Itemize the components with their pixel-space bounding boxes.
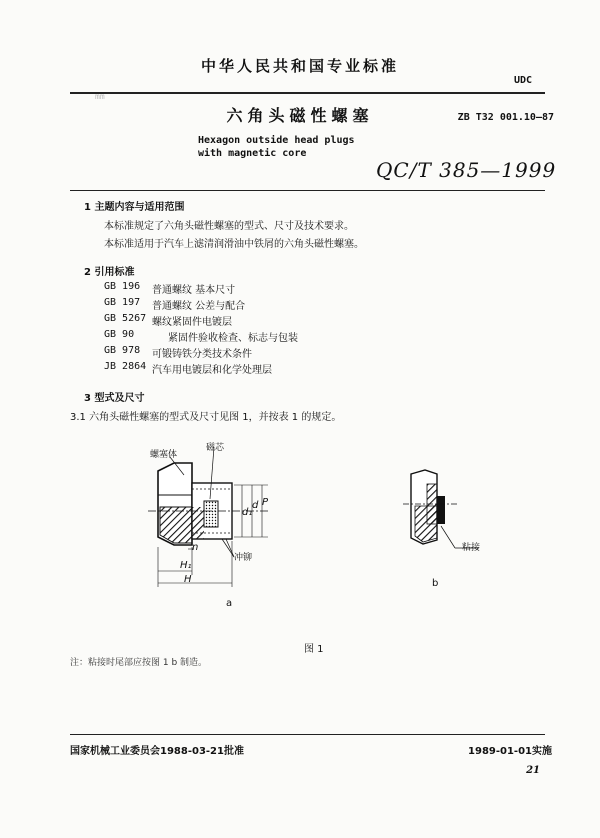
dim-n: n: [192, 542, 199, 553]
section-2-heading: 2 引用标准: [84, 267, 135, 278]
section-1-paragraph-1: 本标准规定了六角头磁性螺塞的型式、尺寸及技术要求。: [104, 221, 354, 232]
document-title: 六角头磁性螺塞: [226, 106, 374, 125]
label-plug-body: 螺塞体: [150, 450, 178, 460]
reference-code: GB 978: [104, 345, 141, 356]
title-rule: [70, 190, 545, 191]
page-number: 21: [526, 765, 540, 776]
reference-name: 螺纹紧固件电镀层: [152, 317, 232, 328]
udc-label: UDC: [513, 75, 532, 86]
reference-name: 普通螺纹 基本尺寸: [152, 285, 236, 296]
header-rule: [70, 92, 545, 94]
reference-code: JB 2864: [104, 361, 147, 372]
reference-code: GB 197: [104, 297, 141, 308]
footer-rule: [70, 734, 545, 735]
section-3-heading: 3 型式及尺寸: [84, 393, 145, 404]
english-title-line1: Hexagon outside head plugs: [198, 135, 355, 146]
effective-date: 1989-01-01实施: [468, 746, 552, 757]
section-1-heading: 1 主题内容与适用范围: [84, 202, 185, 213]
figure-1b-label: b: [432, 578, 439, 589]
clause-3-1: 3.1 六角头磁性螺塞的型式及尺寸见图 1，并按表 1 的规定。: [70, 412, 342, 423]
label-punch-rivet: 冲铆: [234, 553, 253, 563]
figure-1a-label: a: [226, 598, 233, 609]
reference-code: GB 5267: [104, 313, 147, 324]
reference-code: GB 90: [104, 329, 135, 340]
figure-1b-drawing: [395, 460, 485, 570]
dim-d1: d₁: [242, 507, 253, 518]
figure-caption: 图 1: [304, 644, 324, 655]
reference-name: 普通螺纹 公差与配合: [152, 301, 246, 312]
dim-P: P: [262, 497, 269, 508]
reference-name: 紧固件验收检查、标志与包装: [168, 333, 298, 344]
approval-line: 国家机械工业委员会1988-03-21批准: [70, 746, 244, 757]
dim-d: d: [252, 500, 259, 511]
english-title-line2: with magnetic core: [198, 148, 307, 159]
reference-name: 汽车用电镀层和化学处理层: [152, 365, 272, 376]
label-adhesive: 粘接: [462, 543, 481, 553]
reference-name: 可锻铸铁分类技术条件: [152, 349, 252, 360]
document-code: ZB T32 001.10—87: [457, 112, 554, 123]
figure-note: 注：粘接时尾部应按图 1 b 制造。: [70, 658, 208, 668]
reference-code: GB 196: [104, 281, 141, 292]
dim-H1: H₁: [180, 560, 192, 571]
standard-header-title: 中华人民共和国专业标准: [200, 57, 399, 75]
scan-artifact: mm: [95, 92, 105, 101]
figure-1a-drawing: [130, 435, 300, 605]
dim-H: H: [184, 574, 192, 585]
handwritten-standard-code: QC/T 385—1999: [376, 158, 557, 182]
label-magnetic-core: 磁芯: [206, 443, 225, 453]
section-1-paragraph-2: 本标准适用于汽车上滤清润滑油中铁屑的六角头磁性螺塞。: [104, 239, 364, 250]
